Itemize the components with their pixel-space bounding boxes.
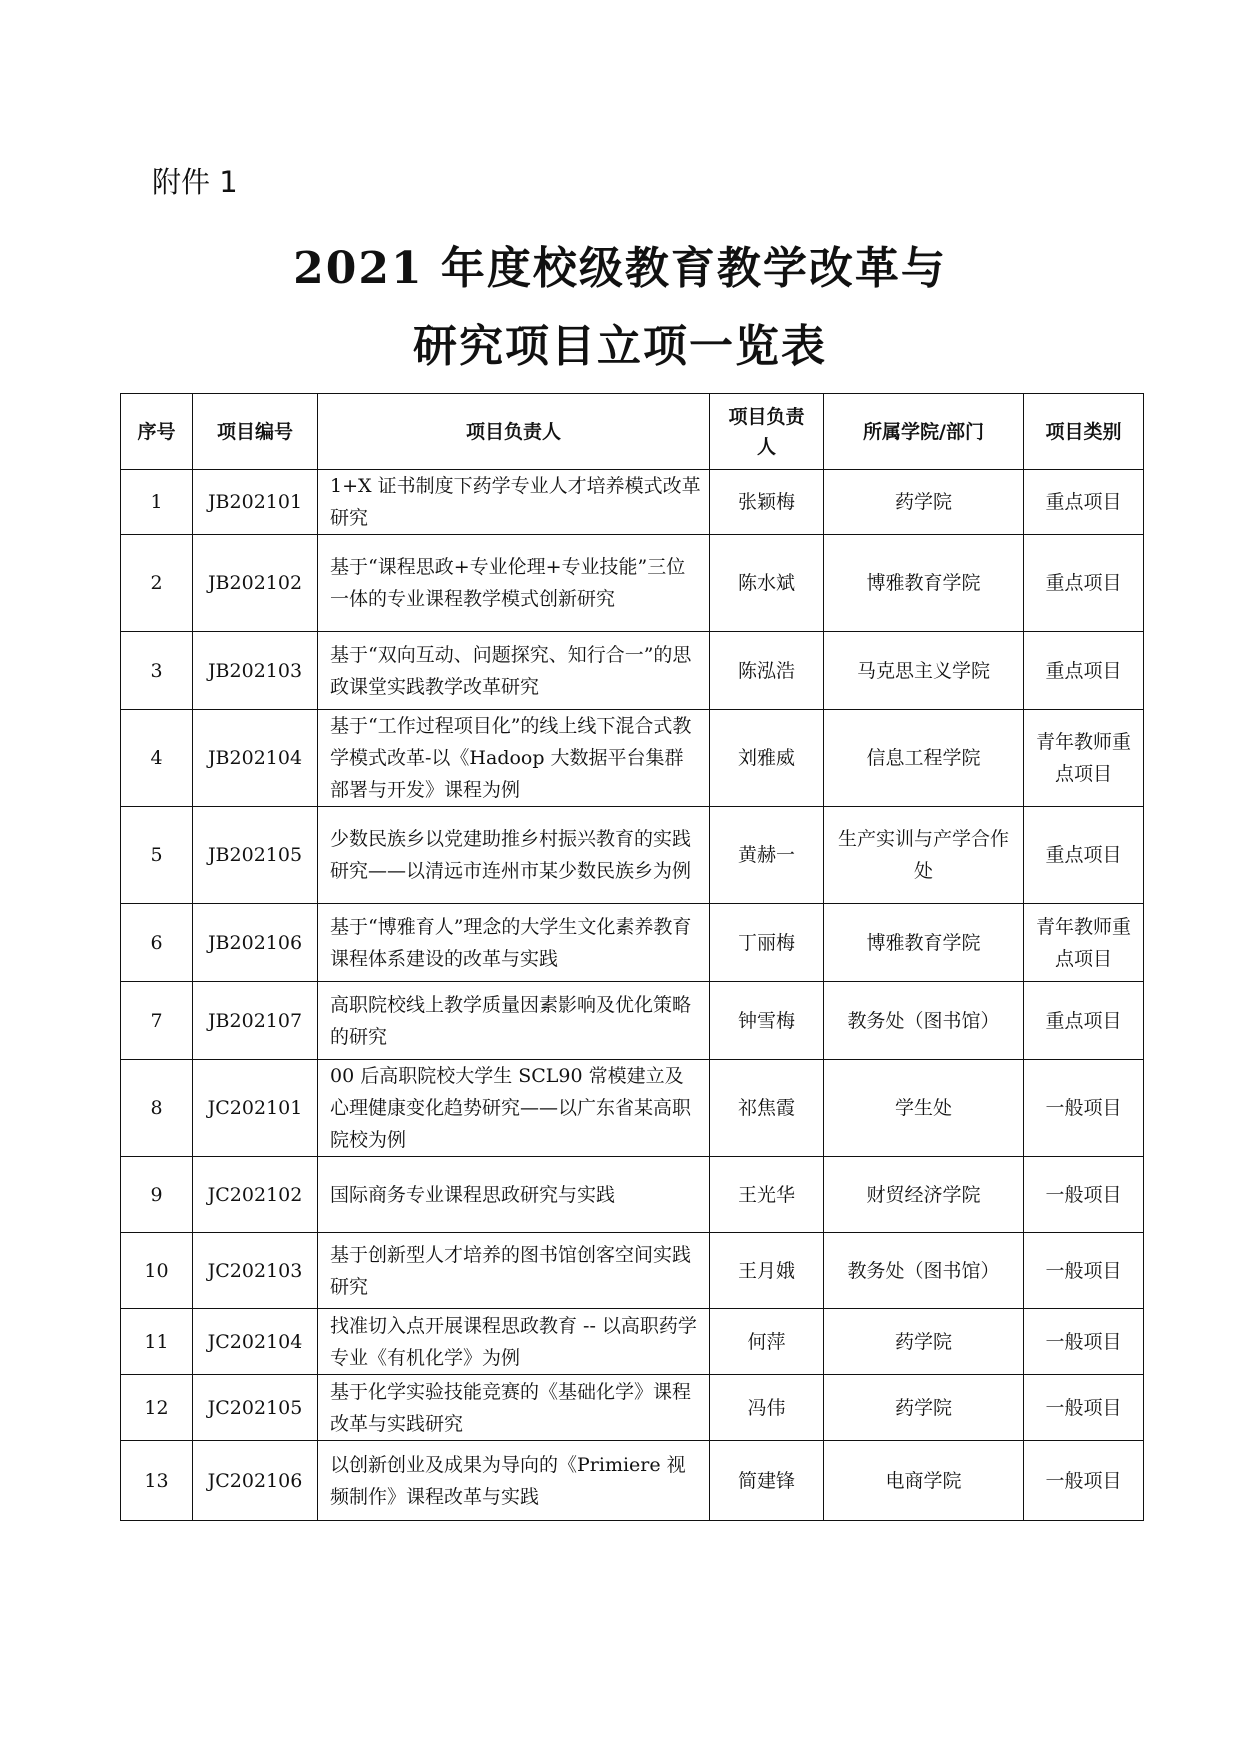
cell-project-name: 国际商务专业课程思政研究与实践 <box>318 1157 710 1233</box>
cell-project-name: 少数民族乡以党建助推乡村振兴教育的实践研究——以清远市连州市某少数民族乡为例 <box>318 807 710 904</box>
cell-dept: 信息工程学院 <box>824 710 1024 807</box>
cell-category: 重点项目 <box>1024 470 1144 535</box>
cell-code: JB202104 <box>193 710 318 807</box>
cell-dept: 博雅教育学院 <box>824 535 1024 632</box>
cell-category: 青年教师重点项目 <box>1024 710 1144 807</box>
table-row <box>121 1233 1144 1309</box>
header-dept: 所属学院/部门 <box>824 394 1024 470</box>
header-leader: 项目负责人 <box>710 394 824 470</box>
cell-code: JB202101 <box>193 470 318 535</box>
table-row <box>121 710 1144 807</box>
cell-no: 8 <box>121 1060 193 1157</box>
cell-code: JC202104 <box>193 1309 318 1375</box>
cell-no: 3 <box>121 632 193 710</box>
cell-project-name: 基于“双向互动、问题探究、知行合一”的思政课堂实践教学改革研究 <box>318 632 710 710</box>
header-no: 序号 <box>121 394 193 470</box>
cell-code: JB202105 <box>193 807 318 904</box>
cell-project-name: 基于创新型人才培养的图书馆创客空间实践研究 <box>318 1233 710 1309</box>
cell-leader: 简建锋 <box>710 1441 824 1521</box>
cell-leader: 张颖梅 <box>710 470 824 535</box>
table-row <box>121 1375 1144 1441</box>
cell-leader: 刘雅威 <box>710 710 824 807</box>
cell-dept: 药学院 <box>824 1309 1024 1375</box>
cell-leader: 丁丽梅 <box>710 904 824 982</box>
cell-category: 一般项目 <box>1024 1309 1144 1375</box>
table-row <box>121 535 1144 632</box>
cell-code: JC202101 <box>193 1060 318 1157</box>
cell-leader: 王月娥 <box>710 1233 824 1309</box>
cell-dept: 教务处（图书馆） <box>824 982 1024 1060</box>
cell-dept: 博雅教育学院 <box>824 904 1024 982</box>
cell-leader: 何萍 <box>710 1309 824 1375</box>
page-title-line1: 2021 年度校级教育教学改革与 <box>293 243 947 294</box>
cell-leader: 陈泓浩 <box>710 632 824 710</box>
cell-project-name: 基于化学实验技能竞赛的《基础化学》课程改革与实践研究 <box>318 1375 710 1441</box>
cell-no: 6 <box>121 904 193 982</box>
table-row <box>121 1157 1144 1233</box>
table-row <box>121 1309 1144 1375</box>
project-table <box>120 393 1144 1521</box>
cell-code: JB202103 <box>193 632 318 710</box>
cell-project-name: 基于“课程思政+专业伦理+专业技能”三位一体的专业课程教学模式创新研究 <box>318 535 710 632</box>
cell-project-name: 基于“博雅育人”理念的大学生文化素养教育课程体系建设的改革与实践 <box>318 904 710 982</box>
cell-dept: 药学院 <box>824 1375 1024 1441</box>
cell-project-name: 00 后高职院校大学生 SCL90 常模建立及心理健康变化趋势研究——以广东省某高职院校为例 <box>318 1060 710 1157</box>
cell-no: 13 <box>121 1441 193 1521</box>
cell-code: JC202103 <box>193 1233 318 1309</box>
cell-code: JC202105 <box>193 1375 318 1441</box>
cell-category: 青年教师重点项目 <box>1024 904 1144 982</box>
header-code: 项目编号 <box>193 394 318 470</box>
cell-no: 11 <box>121 1309 193 1375</box>
table-row <box>121 904 1144 982</box>
cell-dept: 财贸经济学院 <box>824 1157 1024 1233</box>
cell-dept: 生产实训与产学合作处 <box>824 807 1024 904</box>
cell-leader: 黄赫一 <box>710 807 824 904</box>
cell-code: JB202107 <box>193 982 318 1060</box>
cell-category: 重点项目 <box>1024 807 1144 904</box>
cell-no: 12 <box>121 1375 193 1441</box>
header-category: 项目类别 <box>1024 394 1144 470</box>
cell-no: 4 <box>121 710 193 807</box>
cell-category: 重点项目 <box>1024 982 1144 1060</box>
cell-project-name: 基于“工作过程项目化”的线上线下混合式教学模式改革-以《Hadoop 大数据平台集群部署与开发》课程为例 <box>318 710 710 807</box>
cell-dept: 电商学院 <box>824 1441 1024 1521</box>
cell-category: 一般项目 <box>1024 1157 1144 1233</box>
cell-code: JB202106 <box>193 904 318 982</box>
table-row <box>121 470 1144 535</box>
cell-leader: 陈水斌 <box>710 535 824 632</box>
cell-no: 9 <box>121 1157 193 1233</box>
cell-no: 10 <box>121 1233 193 1309</box>
cell-dept: 教务处（图书馆） <box>824 1233 1024 1309</box>
cell-leader: 钟雪梅 <box>710 982 824 1060</box>
cell-leader: 祁焦霞 <box>710 1060 824 1157</box>
cell-dept: 马克思主义学院 <box>824 632 1024 710</box>
cell-leader: 冯伟 <box>710 1375 824 1441</box>
cell-leader: 王光华 <box>710 1157 824 1233</box>
page-title-line2: 研究项目立项一览表 <box>413 321 827 372</box>
table-row <box>121 982 1144 1060</box>
cell-no: 2 <box>121 535 193 632</box>
cell-code: JC202106 <box>193 1441 318 1521</box>
cell-code: JB202102 <box>193 535 318 632</box>
cell-category: 一般项目 <box>1024 1375 1144 1441</box>
attachment-label: 附件 1 <box>152 165 238 199</box>
cell-no: 5 <box>121 807 193 904</box>
cell-project-name: 1+X 证书制度下药学专业人才培养模式改革研究 <box>318 470 710 535</box>
cell-category: 一般项目 <box>1024 1060 1144 1157</box>
header-name: 项目负责人 <box>318 394 710 470</box>
table-row <box>121 632 1144 710</box>
cell-code: JC202102 <box>193 1157 318 1233</box>
cell-category: 一般项目 <box>1024 1233 1144 1309</box>
cell-project-name: 以创新创业及成果为导向的《Primiere 视频制作》课程改革与实践 <box>318 1441 710 1521</box>
cell-project-name: 高职院校线上教学质量因素影响及优化策略的研究 <box>318 982 710 1060</box>
cell-project-name: 找准切入点开展课程思政教育 -- 以高职药学专业《有机化学》为例 <box>318 1309 710 1375</box>
cell-dept: 药学院 <box>824 470 1024 535</box>
cell-category: 重点项目 <box>1024 535 1144 632</box>
cell-no: 7 <box>121 982 193 1060</box>
cell-no: 1 <box>121 470 193 535</box>
table-row <box>121 1441 1144 1521</box>
table-row <box>121 807 1144 904</box>
table-row <box>121 1060 1144 1157</box>
cell-category: 一般项目 <box>1024 1441 1144 1521</box>
table-header-row <box>121 394 1144 470</box>
cell-dept: 学生处 <box>824 1060 1024 1157</box>
cell-category: 重点项目 <box>1024 632 1144 710</box>
